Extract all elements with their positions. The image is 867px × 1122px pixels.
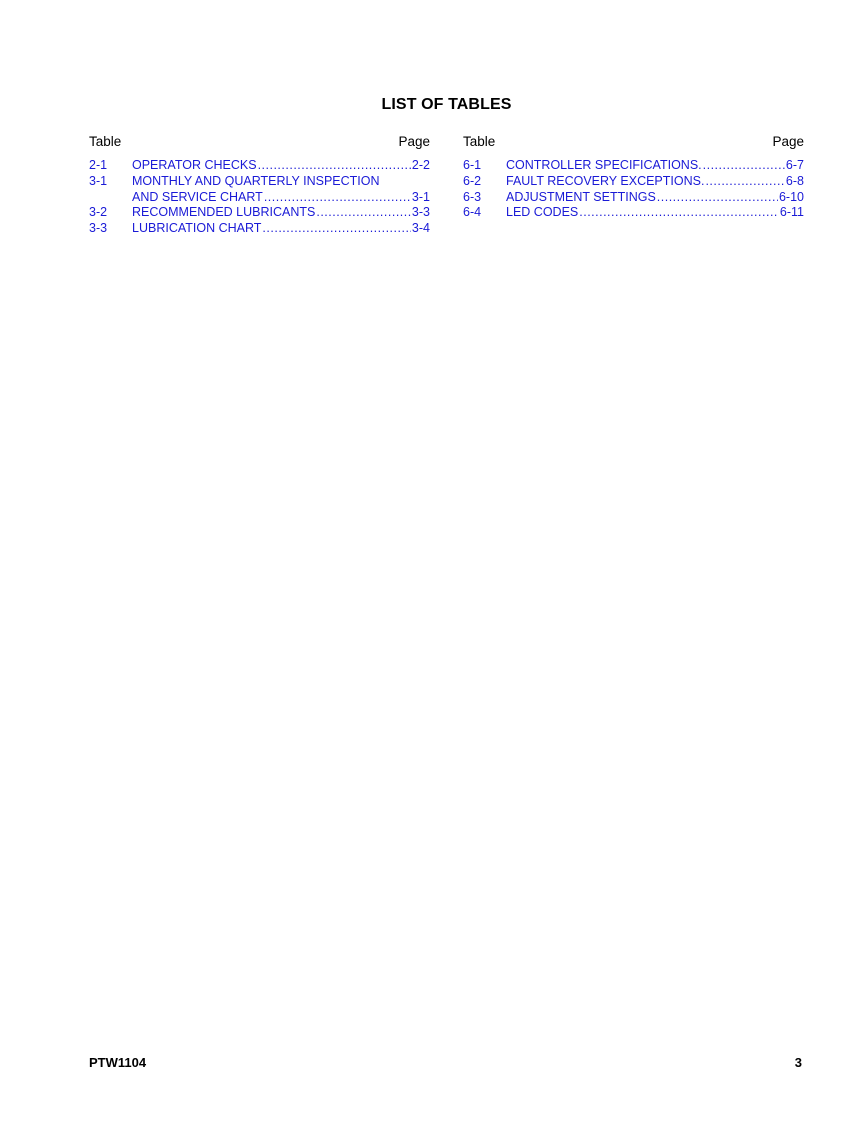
- page-title: LIST OF TABLES: [381, 96, 512, 113]
- table-number[interactable]: 6-2: [463, 173, 482, 188]
- page-ref[interactable]: 3-4: [411, 221, 430, 236]
- dot-leader: [657, 190, 778, 206]
- toc-entry-3-3[interactable]: [89, 221, 430, 237]
- table-title[interactable]: MONTHLY AND QUARTERLY INSPECTION: [132, 173, 380, 188]
- page-ref[interactable]: 6-8: [785, 173, 804, 188]
- table-title-continued[interactable]: AND SERVICE CHART: [132, 189, 263, 204]
- column-header-left: [89, 134, 430, 152]
- dot-leader: [316, 205, 411, 221]
- table-title[interactable]: ADJUSTMENT SETTINGS: [506, 189, 656, 204]
- page-number: 3: [794, 1055, 802, 1070]
- table-number[interactable]: 6-1: [463, 158, 482, 172]
- page-column-label: Page: [398, 134, 430, 149]
- toc-entry-6-2[interactable]: [463, 174, 804, 190]
- dot-leader: [262, 221, 411, 237]
- dot-leader: [579, 205, 779, 221]
- table-title[interactable]: LED CODES: [506, 205, 579, 220]
- document-number: PTW1104: [89, 1055, 147, 1070]
- toc-entry-6-1[interactable]: [463, 158, 804, 174]
- column-header-right: [463, 134, 804, 152]
- table-number[interactable]: 3-1: [89, 173, 108, 188]
- dot-leader: [264, 190, 411, 206]
- toc-entry-6-3[interactable]: [463, 190, 804, 206]
- dot-leader: [705, 174, 784, 190]
- toc-entry-3-1[interactable]: [89, 174, 430, 206]
- table-number[interactable]: 6-3: [463, 189, 482, 204]
- table-number[interactable]: 3-3: [89, 221, 108, 236]
- page-ref[interactable]: 2-2: [411, 158, 430, 172]
- table-title[interactable]: LUBRICATION CHART: [132, 221, 262, 236]
- toc-entry-6-4[interactable]: [463, 205, 804, 221]
- table-title[interactable]: OPERATOR CHECKS: [132, 158, 257, 172]
- table-title[interactable]: RECOMMENDED LUBRICANTS: [132, 205, 316, 220]
- table-title[interactable]: CONTROLLER SPECIFICATIONS.: [506, 158, 702, 172]
- table-number[interactable]: 3-2: [89, 205, 108, 220]
- page-ref[interactable]: 3-3: [411, 205, 430, 220]
- tables-list-right: [463, 134, 804, 221]
- page-ref[interactable]: 3-1: [411, 189, 430, 204]
- table-number[interactable]: 2-1: [89, 158, 108, 172]
- page-ref[interactable]: 6-7: [785, 158, 804, 172]
- table-title[interactable]: FAULT RECOVERY EXCEPTIONS.: [506, 173, 705, 188]
- toc-entry-3-2[interactable]: [89, 205, 430, 221]
- page-ref[interactable]: 6-10: [778, 189, 804, 204]
- table-column-label: Table: [89, 134, 122, 149]
- table-column-label: Table: [463, 134, 496, 149]
- table-number[interactable]: 6-4: [463, 205, 482, 220]
- tables-list-left: [89, 134, 430, 237]
- toc-entry-2-1[interactable]: [89, 158, 430, 174]
- dot-leader: [258, 158, 411, 174]
- page-ref[interactable]: 6-11: [779, 205, 804, 220]
- dot-leader: [703, 158, 785, 174]
- page-column-label: Page: [772, 134, 804, 149]
